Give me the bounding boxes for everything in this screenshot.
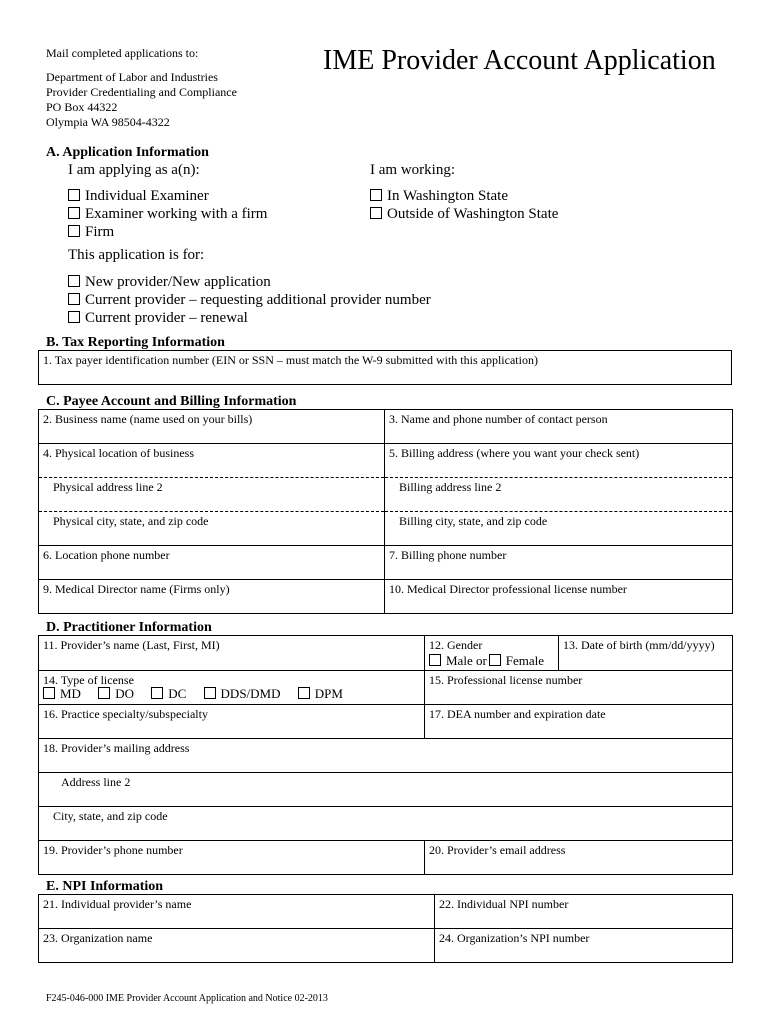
organization-npi-field[interactable]: 24. Organization’s NPI number (435, 929, 733, 963)
checkbox[interactable] (68, 293, 80, 305)
application-for-label: This application is for: (68, 247, 205, 263)
option-firm[interactable]: Firm (68, 223, 114, 241)
provider-phone-field[interactable]: 19. Provider’s phone number (39, 841, 425, 875)
mail-heading: Mail completed applications to: (46, 46, 199, 60)
license-do[interactable]: DO (98, 687, 134, 701)
physical-address-line-2-field[interactable]: Physical address line 2 (39, 478, 385, 512)
individual-provider-name-field[interactable]: 21. Individual provider’s name (39, 895, 435, 929)
medical-director-license-field[interactable]: 10. Medical Director professional license number (385, 580, 733, 614)
checkbox[interactable] (98, 687, 110, 699)
checkbox[interactable] (298, 687, 310, 699)
working-label: I am working: (370, 162, 455, 178)
female-checkbox[interactable] (489, 654, 501, 666)
location-phone-field[interactable]: 6. Location phone number (39, 546, 385, 580)
section-b-heading: B. Tax Reporting Information (46, 335, 225, 350)
billing-address-line-2-field[interactable]: Billing address line 2 (385, 478, 733, 512)
tin-field[interactable]: 1. Tax payer identification number (EIN or SSN – must match the W-9 submitted with this application) (39, 351, 732, 385)
npi-table (38, 894, 733, 963)
option-in-washington[interactable]: In Washington State (370, 187, 508, 205)
form-footer: F245-046-000 IME Provider Account Application and Notice 02-2013 (46, 993, 328, 1004)
mailing-address-line-2-field[interactable]: Address line 2 (39, 773, 733, 807)
license-type-field[interactable]: 14. Type of license MD DO DC DDS/DMD DPM (39, 671, 425, 705)
billing-phone-field[interactable]: 7. Billing phone number (385, 546, 733, 580)
business-name-field[interactable]: 2. Business name (name used on your bills) (39, 410, 385, 444)
section-c-heading: C. Payee Account and Billing Information (46, 394, 297, 409)
professional-license-field[interactable]: 15. Professional license number (425, 671, 733, 705)
billing-city-field[interactable]: Billing city, state, and zip code (385, 512, 733, 546)
checkbox[interactable] (204, 687, 216, 699)
checkbox[interactable] (370, 189, 382, 201)
provider-email-field[interactable]: 20. Provider’s email address (425, 841, 733, 875)
option-outside-washington[interactable]: Outside of Washington State (370, 205, 558, 223)
organization-name-field[interactable]: 23. Organization name (39, 929, 435, 963)
checkbox[interactable] (68, 275, 80, 287)
mail-line-4: Olympia WA 98504-4322 (46, 115, 170, 129)
option-additional-number[interactable]: Current provider – requesting additional provider number (68, 291, 431, 309)
billing-address-field[interactable]: 5. Billing address (where you want your check sent) (385, 444, 733, 478)
physical-city-field[interactable]: Physical city, state, and zip code (39, 512, 385, 546)
tax-table (38, 350, 732, 385)
provider-name-field[interactable]: 11. Provider’s name (Last, First, MI) (39, 636, 425, 671)
gender-field[interactable]: 12. Gender Male or Female (425, 636, 559, 671)
checkbox[interactable] (151, 687, 163, 699)
option-new-provider[interactable]: New provider/New application (68, 273, 271, 291)
mail-line-2: Provider Credentialing and Compliance (46, 85, 237, 99)
checkbox[interactable] (68, 225, 80, 237)
mailing-city-field[interactable]: City, state, and zip code (39, 807, 733, 841)
checkbox[interactable] (68, 311, 80, 323)
applying-label: I am applying as a(n): (68, 162, 200, 178)
checkbox[interactable] (370, 207, 382, 219)
mailing-address-field[interactable]: 18. Provider’s mailing address (39, 739, 733, 773)
license-md[interactable]: MD (43, 687, 81, 701)
mail-line-3: PO Box 44322 (46, 100, 118, 114)
option-examiner-with-firm[interactable]: Examiner working with a firm (68, 205, 267, 223)
dob-field[interactable]: 13. Date of birth (mm/dd/yyyy) (559, 636, 733, 671)
checkbox[interactable] (68, 207, 80, 219)
option-renewal[interactable]: Current provider – renewal (68, 309, 248, 327)
license-dds-dmd[interactable]: DDS/DMD (204, 687, 281, 701)
mail-line-1: Department of Labor and Industries (46, 70, 218, 84)
medical-director-name-field[interactable]: 9. Medical Director name (Firms only) (39, 580, 385, 614)
option-individual-examiner[interactable]: Individual Examiner (68, 187, 209, 205)
license-dc[interactable]: DC (151, 687, 186, 701)
individual-npi-field[interactable]: 22. Individual NPI number (435, 895, 733, 929)
contact-person-field[interactable]: 3. Name and phone number of contact person (385, 410, 733, 444)
practitioner-table (38, 635, 733, 875)
section-e-heading: E. NPI Information (46, 879, 164, 894)
physical-location-field[interactable]: 4. Physical location of business (39, 444, 385, 478)
male-checkbox[interactable] (429, 654, 441, 666)
dea-number-field[interactable]: 17. DEA number and expiration date (425, 705, 733, 739)
specialty-field[interactable]: 16. Practice specialty/subspecialty (39, 705, 425, 739)
page-title: IME Provider Account Application (323, 45, 716, 76)
checkbox[interactable] (43, 687, 55, 699)
section-d-heading: D. Practitioner Information (46, 620, 212, 635)
license-dpm[interactable]: DPM (298, 687, 343, 701)
mailing-address-block (46, 46, 237, 130)
checkbox[interactable] (68, 189, 80, 201)
section-a-heading: A. Application Information (46, 145, 209, 160)
payee-table (38, 409, 733, 614)
